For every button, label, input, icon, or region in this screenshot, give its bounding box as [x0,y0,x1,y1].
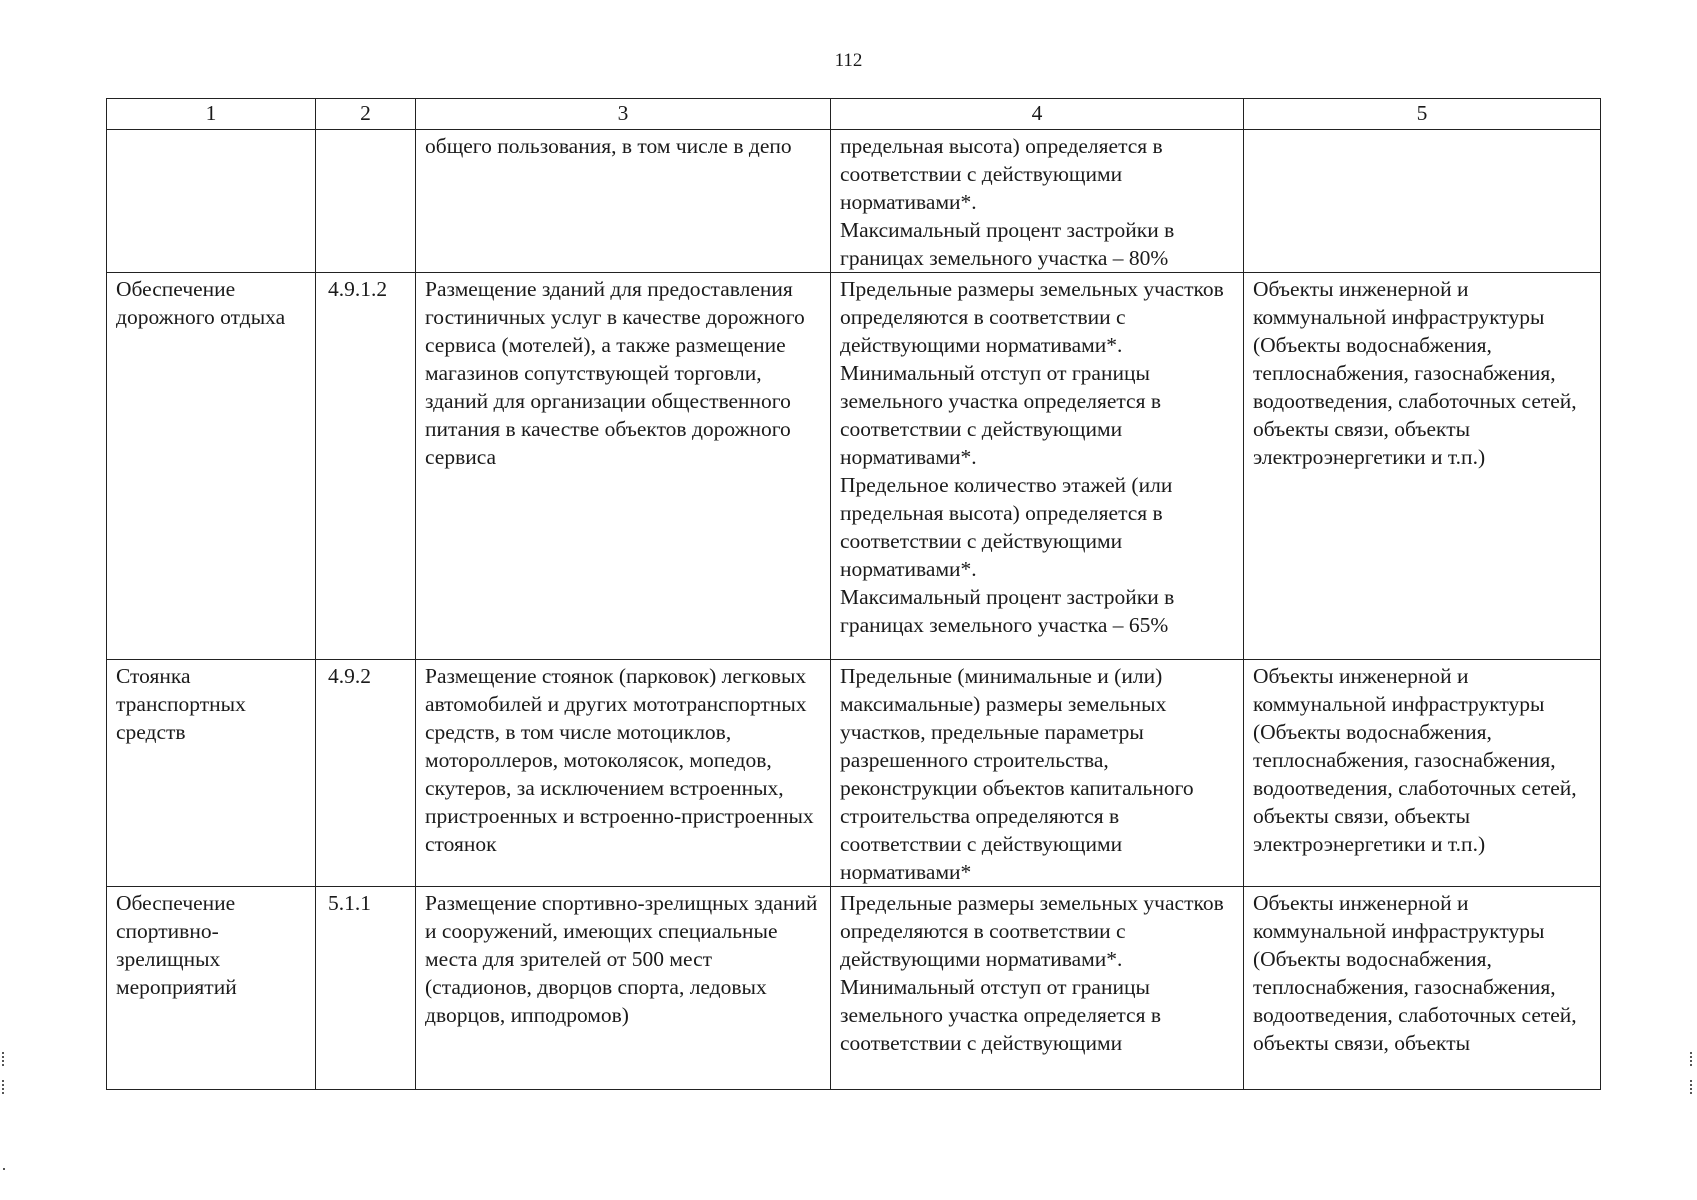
parameters-cell [831,660,1244,887]
scan-edge-mark-left [2,1052,6,1066]
use-description-cell: общего пользования, в том числе в депо [416,130,831,273]
parameter-text: Предельное количество этажей (или предельная высота) определяется в соответствии с действующими нормативами*. [840,473,1173,581]
use-name-cell: Обеспечение спортивно-зрелищных мероприятий [107,887,316,1090]
infrastructure-cell: Объекты инженерной и коммунальной инфраструктуры (Объекты водоснабжения, теплоснабжения, газоснабжения, водоотведения, слаботочных сетей, объекты связи, объекты электроэнергетики и т.п.) [1244,660,1601,887]
page-number: 112 [834,50,863,71]
parameter-text: Предельные размеры земельных участков определяются в соответствии с действующими нормативами*. [840,277,1224,357]
parameter-text: Минимальный отступ от границы земельного участка определяется в соответствии с действующими [840,975,1161,1055]
parameters-cell [831,273,1244,660]
column-header: 3 [416,99,831,130]
column-header: 4 [831,99,1244,130]
use-code-cell [316,130,416,273]
use-code-cell: 4.9.1.2 [316,273,416,660]
parameter-text: предельная высота) определяется в соответствии с действующими нормативами*. [840,134,1163,214]
table-row [107,887,1601,1090]
use-name-cell: Обеспечение дорожного отдыха [107,273,316,660]
column-header: 2 [316,99,416,130]
scan-edge-mark-right [1690,1052,1694,1066]
table-row [107,130,1601,273]
parameter-text: Предельные (минимальные и (или) максимальные) размеры земельных участков, предельные параметры разрешенного строительства, реконструкции объектов капитального строительства определяются в соответствии с действующими нормативами* [840,664,1194,884]
use-name-cell [107,130,316,273]
infrastructure-cell: Объекты инженерной и коммунальной инфраструктуры (Объекты водоснабжения, теплоснабжения, газоснабжения, водоотведения, слаботочных сетей, объекты связи, объекты [1244,887,1601,1090]
table-header-row [107,99,1601,130]
parameters-cell [831,887,1244,1090]
table-row [107,660,1601,887]
column-header: 5 [1244,99,1601,130]
use-description-cell: Размещение стоянок (парковок) легковых автомобилей и других мототранспортных средств, в том числе мотоциклов, мотороллеров, мотоколясок, мопедов, скутеров, за исключением встроенных, пристроенных и встроенно-пристроенных стоянок [416,660,831,887]
parameter-text: Предельные размеры земельных участков определяются в соответствии с действующими нормативами*. [840,891,1224,971]
parameter-text: Минимальный отступ от границы земельного участка определяется в соответствии с действующими нормативами*. [840,361,1161,469]
use-description-cell: Размещение спортивно-зрелищных зданий и сооружений, имеющих специальные места для зрителей от 500 мест (стадионов, дворцов спорта, ледовых дворцов, ипподромов) [416,887,831,1090]
infrastructure-cell [1244,130,1601,273]
land-use-table [106,98,1601,1090]
column-header: 1 [107,99,316,130]
scan-speck [3,1168,5,1170]
infrastructure-cell: Объекты инженерной и коммунальной инфраструктуры (Объекты водоснабжения, теплоснабжения, газоснабжения, водоотведения, слаботочных сетей, объекты связи, объекты электроэнергетики и т.п.) [1244,273,1601,660]
table-row [107,273,1601,660]
use-code-cell: 5.1.1 [316,887,416,1090]
use-name-cell: Стоянка транспортных средств [107,660,316,887]
parameters-cell [831,130,1244,273]
use-code-cell: 4.9.2 [316,660,416,887]
parameter-text: Максимальный процент застройки в границах земельного участка – 80% [840,218,1175,270]
scan-edge-mark-left [2,1080,6,1094]
parameter-text: Максимальный процент застройки в границах земельного участка – 65% [840,585,1175,637]
use-description-cell: Размещение зданий для предоставления гостиничных услуг в качестве дорожного сервиса (мотелей), а также размещение магазинов сопутствующей торговли, зданий для организации общественного питания в качестве объектов дорожного сервиса [416,273,831,660]
scan-edge-mark-right [1690,1080,1694,1094]
